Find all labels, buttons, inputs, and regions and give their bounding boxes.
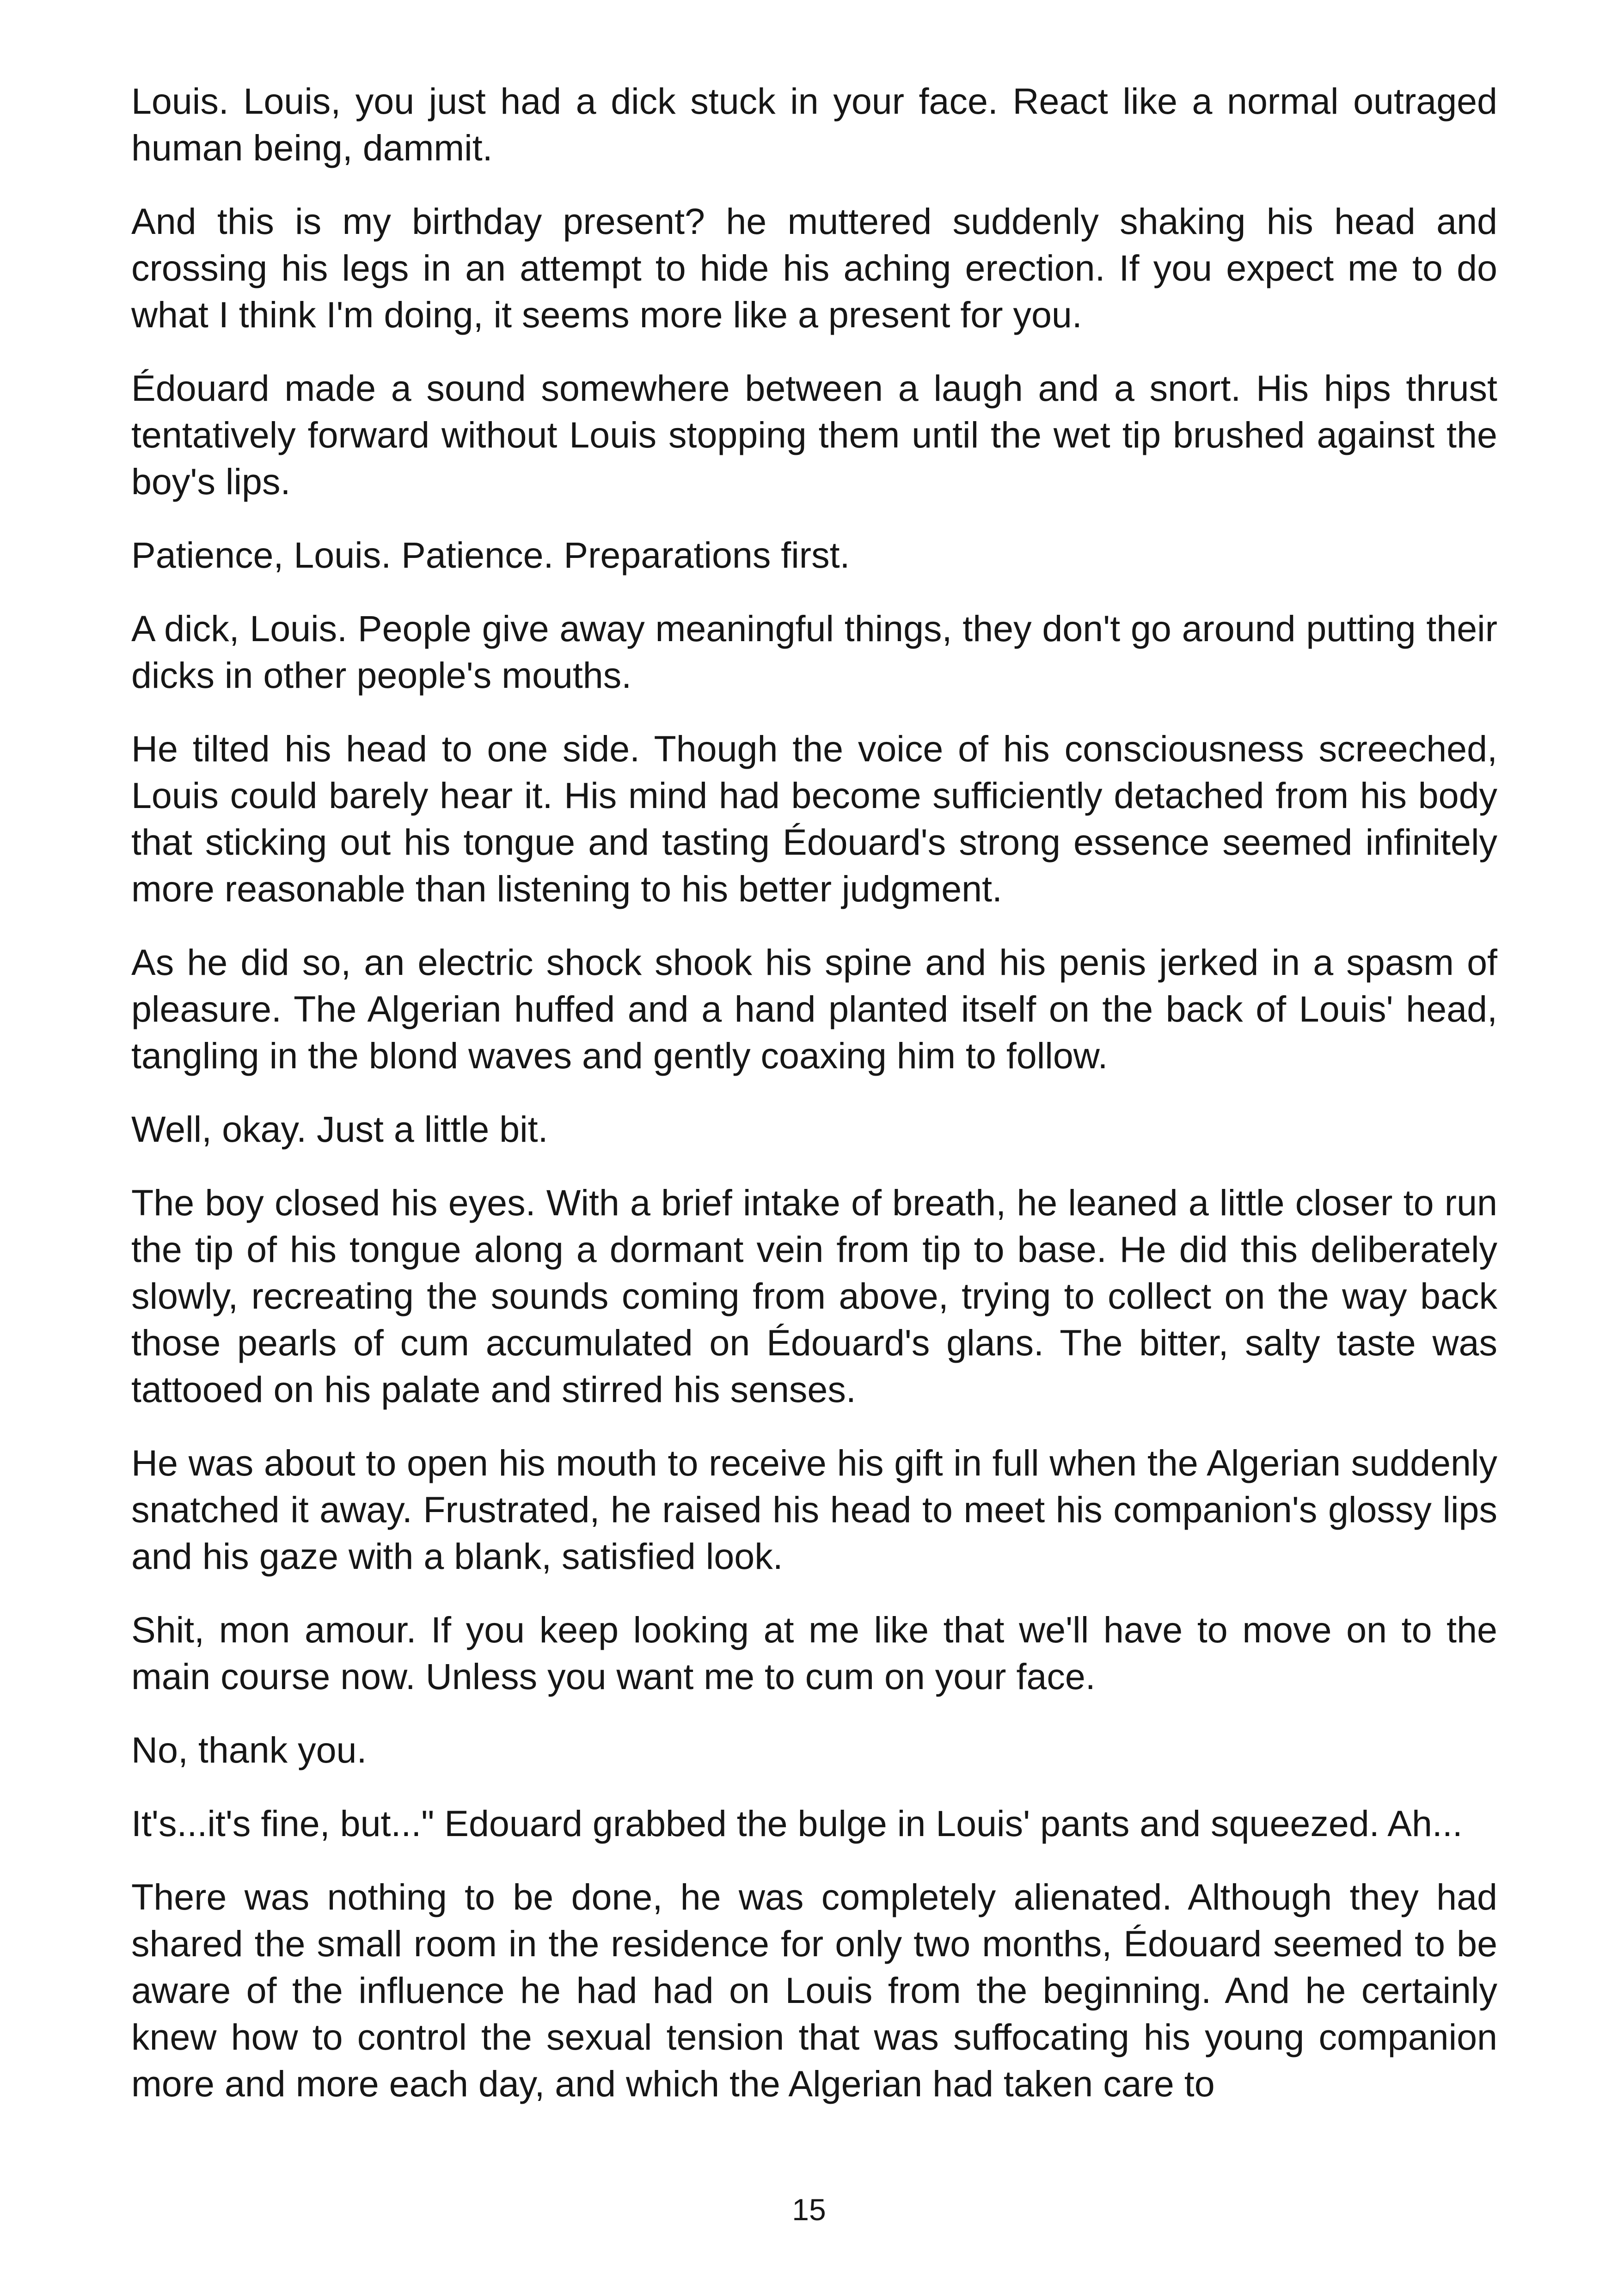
paragraph-4: Patience, Louis. Patience. Preparations first.	[131, 534, 850, 576]
paragraph-9: The boy closed his eyes. With a brief intake of breath, he leaned a little closer to run the tip of his tongue along a dormant vein from tip to base. He did this deliberately slowly, recreating the sounds coming from above, trying to collect on the way back those pearls of cum accumulated on Édouard's glans. The bitter, salty taste was tattooed on his palate and stirred his senses.	[131, 1182, 1497, 1410]
paragraph-7: As he did so, an electric shock shook his spine and his penis jerked in a spasm of pleasure. The Algerian huffed and a hand planted itself on the back of Louis' head, tangling in the blond waves and gently coaxing him to follow.	[131, 942, 1497, 1076]
paragraph-6: He tilted his head to one side. Though the voice of his consciousness screeched, Louis could barely hear it. His mind had become sufficiently detached from his body that sticking out his tongue and tasting Édouard's strong essence seemed infinitely more reasonable than listening to his better judgment.	[131, 728, 1497, 909]
body-text	[131, 78, 1497, 2107]
paragraph-3: Édouard made a sound somewhere between a laugh and a snort. His hips thrust tentatively forward without Louis stopping them until the wet tip brushed against the boy's lips.	[131, 367, 1497, 502]
page-number: 15	[792, 2192, 826, 2227]
paragraph-11: Shit, mon amour. If you keep looking at me like that we'll have to move on to the main course now. Unless you want me to cum on your face.	[131, 1609, 1497, 1697]
paragraph-1: Louis. Louis, you just had a dick stuck in your face. React like a normal outraged human being, dammit.	[131, 80, 1497, 168]
paragraph-13: It's...it's fine, but..." Edouard grabbed the bulge in Louis' pants and squeezed. Ah...	[131, 1803, 1463, 1844]
paragraph-8: Well, okay. Just a little bit.	[131, 1108, 548, 1150]
paragraph-2: And this is my birthday present? he muttered suddenly shaking his head and crossing his legs in an attempt to hide his aching erection. If you expect me to do what I think I'm doing, it seems more like a present for you.	[131, 201, 1497, 335]
paragraph-12: No, thank you.	[131, 1729, 367, 1770]
paragraph-5: A dick, Louis. People give away meaningful things, they don't go around putting their dicks in other people's mouths.	[131, 608, 1497, 696]
paragraph-14: There was nothing to be done, he was completely alienated. Although they had shared the small room in the residence for only two months, Édouard seemed to be aware of the influence he had had on Louis from the beginning. And he certainly knew how to control the sexual tension that was suffocating his young companion more and more each day, and which the Algerian had taken care to	[131, 1876, 1497, 2104]
paragraph-10: He was about to open his mouth to receive his gift in full when the Algerian suddenly snatched it away. Frustrated, he raised his head to meet his companion's glossy lips and his gaze with a blank, satisfied look.	[131, 1442, 1497, 1577]
